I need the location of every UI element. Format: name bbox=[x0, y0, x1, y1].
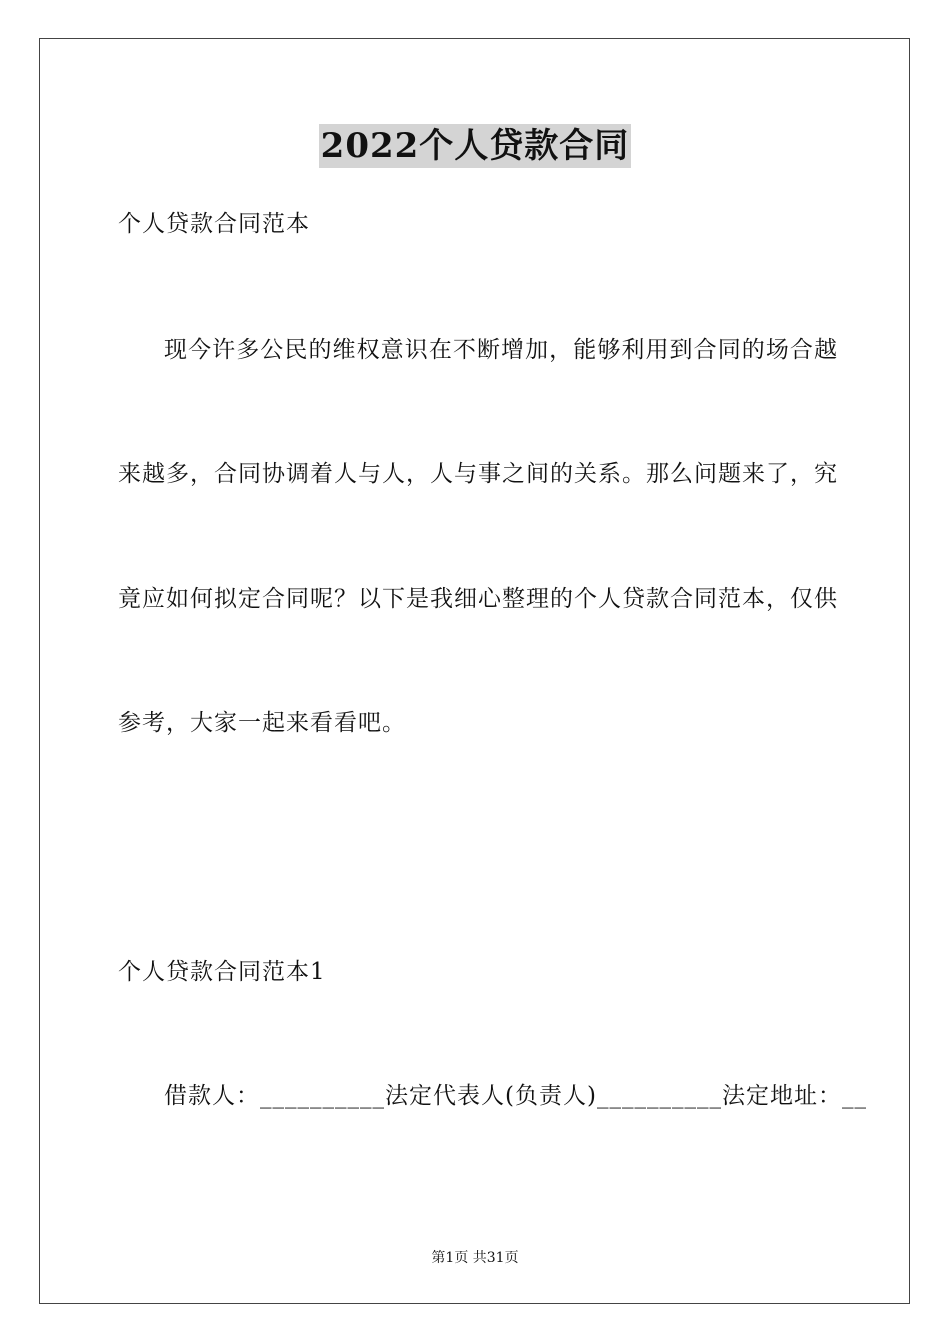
intro-line-3: 竟应如何拟定合同呢？以下是我细心整理的个人贷款合同范本，仅供 bbox=[118, 586, 838, 612]
title-container bbox=[0, 124, 950, 168]
intro-line-4: 参考，大家一起来看看吧。 bbox=[118, 710, 406, 736]
page-footer: 第1页 共31页 bbox=[431, 1250, 519, 1266]
borrower-line: 借款人：__________法定代表人(负责人)__________法定地址：__ bbox=[164, 1083, 867, 1109]
document-subtitle: 个人贷款合同范本 bbox=[118, 211, 310, 237]
intro-line-1: 现今许多公民的维权意识在不断增加，能够利用到合同的场合越 bbox=[164, 337, 838, 363]
intro-line-2: 来越多，合同协调着人与人，人与事之间的关系。那么问题来了，究 bbox=[118, 461, 838, 487]
document-title: 2022个人贷款合同 bbox=[320, 126, 630, 166]
section-heading: 个人贷款合同范本1 bbox=[118, 959, 326, 985]
